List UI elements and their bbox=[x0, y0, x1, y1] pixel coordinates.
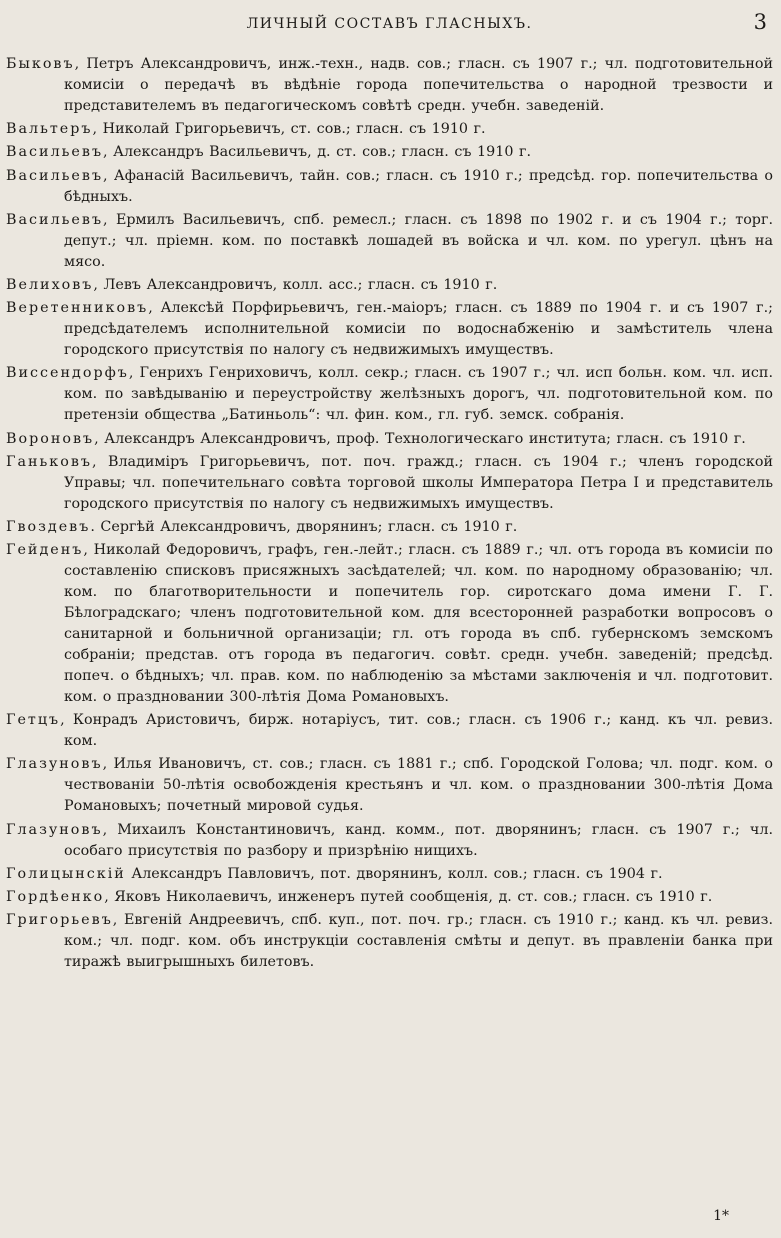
entry bbox=[6, 119, 773, 140]
entry-details: , Михаилъ Константиновичъ, канд. комм., пот. дворянинъ; гласн. съ 1907 г.; чл. особаго присутствія по разбору и призрѣнію нищихъ. bbox=[64, 821, 773, 859]
entry-surname: Гвоздевъ bbox=[6, 518, 91, 535]
entry bbox=[6, 166, 773, 208]
entry-surname: Вороновъ bbox=[6, 430, 95, 447]
entry bbox=[6, 275, 773, 296]
entry-details: , Евгеній Андреевичъ, спб. куп., пот. поч. гр.; гласн. съ 1910 г.; канд. къ чл. ревиз. ком.; чл. подг. ком. объ инструкціи составленія смѣты и депут. въ правленіи банка при тиражѣ выигрышныхъ билетовъ. bbox=[64, 912, 773, 971]
entry bbox=[6, 298, 773, 361]
entry-details: , Яковъ Николаевичъ, инженеръ путей сообщенія, д. ст. сов.; гласн. съ 1910 г. bbox=[104, 889, 713, 905]
page-number: 3 bbox=[753, 10, 767, 34]
entry-surname: Вальтеръ bbox=[6, 121, 93, 138]
entry-details: , Александръ Александровичъ, проф. Технологическаго института; гласн. съ 1910 г. bbox=[94, 430, 746, 447]
entry-surname: Григорьевъ bbox=[6, 912, 113, 929]
entry-surname: Виссендорфъ bbox=[6, 365, 129, 382]
entry bbox=[6, 429, 773, 450]
entry bbox=[6, 363, 773, 426]
entry-details: , Илья Ивановичъ, ст. сов.; гласн. съ 1881 г.; спб. Городской Голова; чл. подг. ком. о чествованіи 50-лѣтія освобожденія крестьянъ и чл. ком. о праздновании 300-лѣтія Дома Романовыхъ; почетный мировой судья. bbox=[64, 756, 773, 815]
entry bbox=[6, 517, 773, 538]
entry-details: . Сергѣй Александровичъ, дворянинъ; гласн. съ 1910 г. bbox=[90, 518, 518, 535]
entry-list bbox=[6, 54, 773, 973]
entry bbox=[6, 864, 773, 885]
entry bbox=[6, 887, 773, 908]
entry-surname: Васильевъ bbox=[6, 211, 104, 228]
entry-surname: Глазуновъ bbox=[6, 756, 103, 773]
entry-surname: Гейденъ bbox=[6, 542, 84, 559]
entry-surname: Гордѣенко bbox=[6, 889, 105, 905]
entry-details: , Афанасій Васильевичъ, тайн. сов.; гласн. съ 1910 г.; предсѣд. гор. попечительства о бѣдныхъ. bbox=[64, 167, 773, 205]
entry-details: , Николай Григорьевичъ, ст. сов.; гласн. съ 1910 г. bbox=[92, 121, 486, 138]
entry bbox=[6, 910, 773, 973]
entry bbox=[6, 754, 773, 817]
page-header bbox=[6, 6, 773, 38]
entry-surname: Васильевъ bbox=[6, 167, 104, 184]
entry-details: , Петръ Александровичъ, инж.-техн., надв. сов.; гласн. съ 1907 г.; чл. подготовительной комисіи о передачѣ въ вѣдѣніе города попечительства о народной трезвости и представителемъ въ педагогическомъ совѣтѣ средн. учебн. заведеній. bbox=[64, 56, 773, 114]
entry-details: , Алексѣй Порфирьевичъ, ген.-маіоръ; гласн. съ 1889 по 1904 г. и съ 1907 г.; предсѣдателемъ исполнительной комисіи по водоснабженію и замѣститель члена городского присутствія по налогу съ недвижимыхъ имуществъ. bbox=[64, 300, 773, 359]
entry-details: Александръ Павловичъ, пот. дворянинъ, колл. сов.; гласн. съ 1904 г. bbox=[125, 865, 663, 882]
entry-surname: Веретенниковъ bbox=[6, 300, 149, 317]
entry-details: , Александръ Васильевичъ, д. ст. сов.; гласн. съ 1910 г. bbox=[103, 144, 532, 161]
entry-surname: Быковъ bbox=[6, 56, 75, 72]
entry bbox=[6, 710, 773, 752]
entry-details: , Генрихъ Генриховичъ, колл. секр.; гласн. съ 1907 г.; чл. исп больн. ком. чл. исп. ком. по завѣдыванію и переустройству желѣзныхъ дорогъ, чл. подготовительной ком. по претензіи общества „Батиньоль“: чл. фин. ком., гл. губ. земск. собранія. bbox=[64, 365, 773, 424]
entry-surname: Велиховъ bbox=[6, 276, 94, 293]
entry bbox=[6, 820, 773, 862]
entry bbox=[6, 540, 773, 708]
entry-details: , Владиміръ Григорьевичъ, пот. поч. гражд.; гласн. съ 1904 г.; членъ городской Управы; чл. попечительнаго совѣта торговой школы Императора Петра I и представитель городского присутствія по налогу съ недвижимыхъ имуществъ. bbox=[64, 453, 773, 512]
entry-surname: Гетцъ bbox=[6, 712, 61, 729]
running-title: ЛИЧНЫЙ СОСТАВЪ ГЛАСНЫХЪ. bbox=[246, 16, 533, 32]
entry-surname: Голицынскій bbox=[6, 865, 126, 882]
entry bbox=[6, 54, 773, 117]
entry bbox=[6, 142, 773, 163]
entry-surname: Васильевъ bbox=[6, 144, 104, 161]
entry-surname: Ганьковъ bbox=[6, 453, 92, 470]
entry bbox=[6, 210, 773, 273]
entry-details: , Конрадъ Аристовичъ, бирж. нотаріусъ, тит. сов.; гласн. съ 1906 г.; канд. къ чл. ревиз. ком. bbox=[60, 712, 773, 750]
entry-details: , Ермилъ Васильевичъ, спб. ремесл.; гласн. съ 1898 по 1902 г. и съ 1904 г.; торг. депут.; чл. пріемн. ком. по поставкѣ лошадей въ войска и чл. ком. по урегул. цѣнъ на мясо. bbox=[64, 211, 773, 270]
entry-details: , Левъ Александровичъ, колл. асс.; гласн. съ 1910 г. bbox=[93, 276, 498, 293]
signature-mark: 1* bbox=[713, 1208, 729, 1224]
entry-details: , Николай Федоровичъ, графъ, ген.-лейт.; гласн. съ 1889 г.; чл. отъ города въ комисіи по составленію списковъ присяжныхъ засѣдателей; чл. ком. по народному образованію; чл. ком. по благотворительности и попечитель гор. сиротскаго дома имени Г. Г. Бѣлоградскаго; членъ подготовительной ком. для всесторонней разработки вопросовъ о санитарной и больничной организаціи; гл. отъ города въ спб. губернскомъ земскомъ собраніи; представ. отъ города въ педагогич. совѣт. средн. учебн. заведеній; предсѣд. попеч. о бѣдныхъ; чл. прав. ком. по наблюденію за мѣстами заключенія и чл. подготовит. ком. о праздновании 300-лѣтія Дома Романовыхъ. bbox=[64, 542, 773, 706]
entry-surname: Глазуновъ bbox=[6, 821, 103, 838]
entry bbox=[6, 452, 773, 515]
